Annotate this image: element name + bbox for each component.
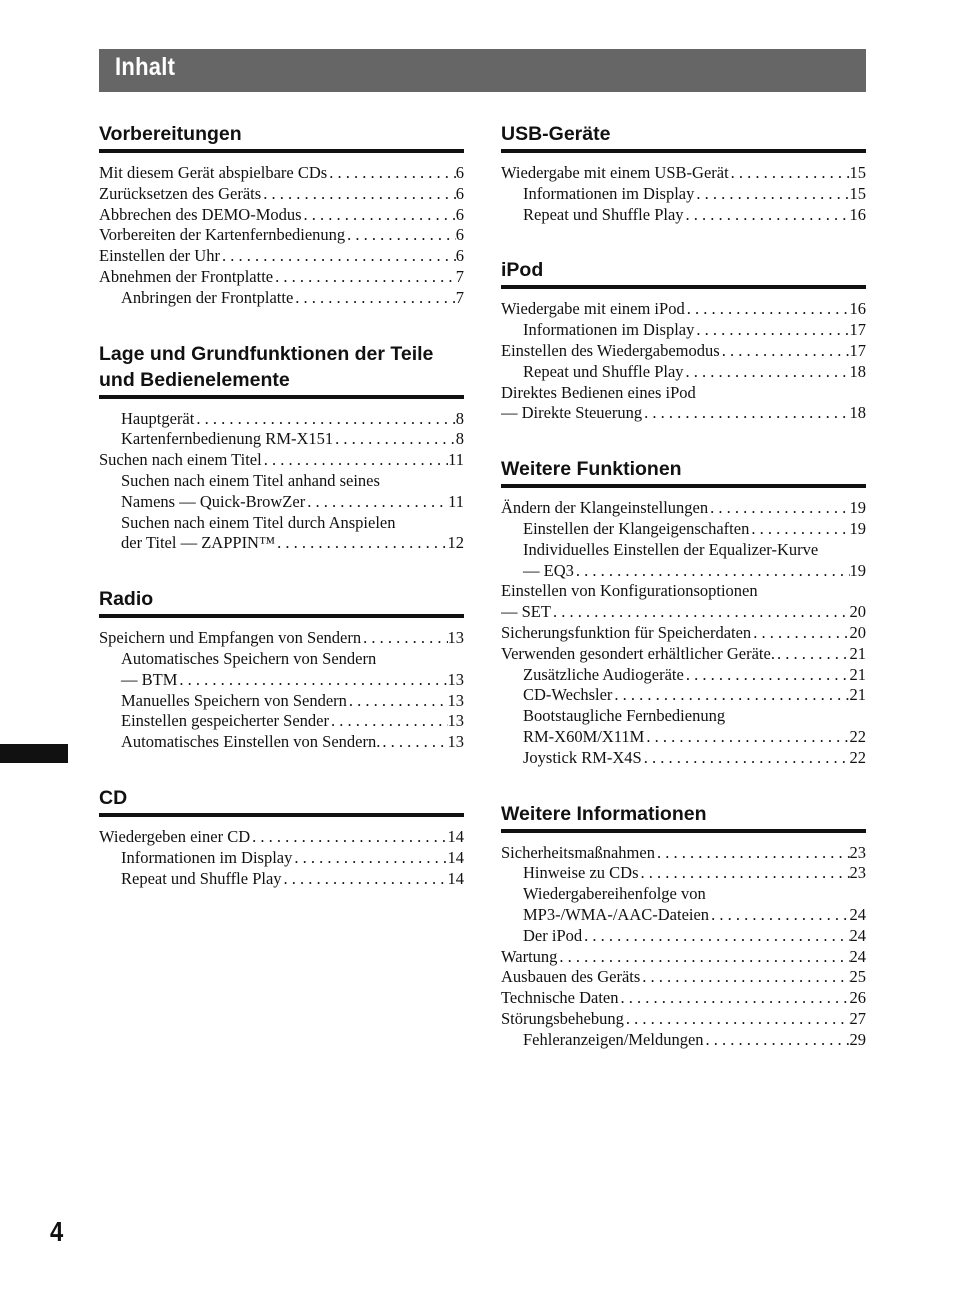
dot-leader [329, 711, 448, 732]
section-gap [501, 424, 866, 456]
dot-leader [729, 163, 850, 184]
toc-entry-text: der Titel — ZAPPIN™ [121, 533, 276, 553]
dot-leader [709, 905, 849, 926]
toc-entry-text: Einstellen des Wiedergabemodus [501, 340, 720, 360]
toc-entry-page: 21 [849, 664, 866, 684]
toc-entry-text: Einstellen gespeicherter Sender [121, 711, 329, 731]
toc-section-vorbereitungen [99, 121, 464, 309]
toc-entry-text: Technische Daten [501, 988, 619, 1008]
toc-entry-page: 19 [849, 518, 866, 538]
toc-entry-page: 8 [455, 408, 464, 428]
toc-section-ipod [501, 257, 866, 424]
dot-leader [250, 827, 447, 848]
toc-entry-text: MP3-/WMA-/AAC-Dateien [523, 904, 710, 924]
toc-entry-text: Direktes Bedienen eines iPod [501, 382, 696, 402]
toc-entry-page: 14 [447, 868, 464, 888]
toc-entry[interactable] [501, 540, 866, 561]
toc-entry-text: RM-X60M/X11M [523, 726, 645, 746]
toc-entry-text: — Direkte Steuerung [501, 403, 643, 423]
toc-entry[interactable] [99, 848, 464, 869]
section-heading: iPod [501, 257, 866, 289]
section-gap [99, 309, 464, 341]
toc-entry-page: 16 [849, 299, 866, 319]
section-heading: Lage und Grundfunktionen der Teile und Bedienelemente [99, 341, 464, 399]
toc-entry-page: 13 [447, 711, 464, 731]
dot-leader [293, 288, 455, 309]
dot-leader [708, 498, 849, 519]
toc-entry-page: 19 [849, 498, 866, 518]
dot-leader [694, 320, 849, 341]
toc-entry[interactable] [99, 246, 464, 267]
dot-leader [694, 184, 849, 205]
toc-entry-page: 13 [447, 628, 464, 648]
dot-leader [638, 863, 849, 884]
toc-entry[interactable] [501, 519, 866, 540]
toc-entry-text: Wiedergeben einer CD [99, 826, 251, 846]
section-heading: CD [99, 785, 464, 817]
toc-entry[interactable] [99, 691, 464, 712]
toc-entry[interactable] [501, 320, 866, 341]
toc-entry[interactable] [501, 727, 866, 748]
toc-entry-text: Ändern der Klangeinstellungen [501, 498, 709, 518]
section-heading: Radio [99, 586, 464, 618]
toc-entry-text: Wartung [501, 946, 558, 966]
toc-entry-list [99, 399, 464, 555]
toc-entry-text: Störungsbehebung [501, 1008, 624, 1028]
page-number: 4 [50, 1216, 64, 1247]
toc-entry-text: Joystick RM-X4S [523, 747, 642, 767]
toc-entry-page: 11 [448, 491, 464, 511]
toc-entry-text: Hinweise zu CDs [523, 863, 639, 883]
toc-entry[interactable] [99, 492, 464, 513]
section-heading: Weitere Funktionen [501, 456, 866, 488]
toc-entry-page: 6 [455, 246, 464, 266]
toc-entry[interactable] [501, 843, 866, 864]
toc-entry-list [99, 153, 464, 309]
toc-entry-page: 6 [455, 225, 464, 245]
toc-entry[interactable] [99, 649, 464, 670]
toc-entry-page: 13 [447, 669, 464, 689]
section-heading: Weitere Informationen [501, 801, 866, 833]
toc-entry-text: Speichern und Empfangen von Sendern [99, 628, 362, 648]
toc-entry-page: 14 [447, 826, 464, 846]
dot-leader [282, 869, 448, 890]
toc-entry[interactable] [501, 602, 866, 623]
dot-leader [624, 1009, 850, 1030]
toc-entry-page: 21 [849, 643, 866, 663]
toc-entry-text: Abnehmen der Frontplatte [99, 266, 274, 286]
toc-entry-text: Informationen im Display [523, 183, 695, 203]
toc-entry-page: 12 [447, 533, 464, 553]
toc-entry-page: 22 [849, 726, 866, 746]
dot-leader [347, 691, 448, 712]
toc-entry[interactable] [501, 988, 866, 1009]
toc-entry-page: 23 [849, 863, 866, 883]
toc-entry-text: Zusätzliche Audiogeräte [523, 664, 684, 684]
toc-entry-page: 24 [849, 946, 866, 966]
toc-entry-text: Wiedergabereihenfolge von [523, 884, 706, 904]
toc-entry-page: 17 [849, 340, 866, 360]
toc-entry-text: Informationen im Display [121, 847, 293, 867]
toc-entry[interactable] [501, 905, 866, 926]
title-bar [99, 49, 866, 92]
toc-entry-text: Repeat und Shuffle Play [121, 868, 282, 888]
toc-entry-text: CD-Wechsler [523, 685, 613, 705]
toc-entry-text: — SET [501, 602, 551, 622]
toc-entry[interactable] [99, 533, 464, 554]
toc-entry-page: 16 [849, 204, 866, 224]
toc-section-usb-gera-te [501, 121, 866, 225]
toc-entry-text: Repeat und Shuffle Play [523, 361, 684, 381]
dot-leader [685, 299, 850, 320]
dot-leader [655, 843, 850, 864]
toc-entry[interactable] [99, 184, 464, 205]
toc-entry-text: Einstellen von Konfigurationsoptionen [501, 581, 758, 601]
dot-leader [194, 409, 455, 430]
dot-leader [327, 163, 456, 184]
dot-leader [275, 533, 447, 554]
toc-entry-text: Verwenden gesondert erhältlicher Geräte. [501, 643, 775, 663]
toc-entry-page: 20 [849, 622, 866, 642]
dot-leader [704, 1030, 850, 1051]
dot-leader [644, 727, 849, 748]
toc-entry-page: 14 [447, 847, 464, 867]
toc-entry-page: 17 [849, 320, 866, 340]
toc-entry-page: 7 [455, 266, 464, 286]
toc-entry[interactable] [99, 450, 464, 471]
toc-entry[interactable] [501, 498, 866, 519]
dot-leader [177, 670, 447, 691]
dot-leader [261, 184, 456, 205]
dot-leader [574, 561, 850, 582]
dot-leader [720, 341, 850, 362]
toc-entry-list [501, 488, 866, 768]
toc-entry-page: 24 [849, 904, 866, 924]
toc-entry-page: 23 [849, 842, 866, 862]
dot-leader [302, 205, 456, 226]
toc-entry-page: 22 [849, 747, 866, 767]
dot-leader [273, 267, 456, 288]
toc-entry[interactable] [99, 869, 464, 890]
section-tab-marker [0, 744, 68, 763]
toc-entry-page: 20 [849, 602, 866, 622]
toc-entry[interactable] [501, 581, 866, 602]
toc-entry-page: 26 [849, 988, 866, 1008]
toc-entry-list [501, 153, 866, 225]
dot-leader [642, 748, 850, 769]
dot-leader [292, 848, 447, 869]
toc-entry-text: Individuelles Einstellen der Equalizer-Kurve [523, 539, 819, 559]
toc-entry[interactable] [501, 706, 866, 727]
toc-entry[interactable] [501, 362, 866, 383]
toc-entry[interactable] [501, 561, 866, 582]
toc-entry-text: Abbrechen des DEMO-Modus [99, 204, 302, 224]
toc-entry[interactable] [99, 732, 464, 753]
dot-leader [551, 602, 850, 623]
toc-entry-list [99, 817, 464, 889]
dot-leader [380, 732, 447, 753]
section-heading: USB-Geräte [501, 121, 866, 153]
toc-entry-text: Ausbauen des Geräts [501, 967, 641, 987]
toc-entry-text: Einstellen der Klangeigenschaften [523, 518, 750, 538]
toc-entry[interactable] [501, 947, 866, 968]
toc-entry-list [501, 833, 866, 1051]
toc-entry-text: Manuelles Speichern von Sendern [121, 690, 347, 710]
toc-entry-text: Wiedergabe mit einem iPod [501, 299, 685, 319]
toc-entry[interactable] [501, 383, 866, 404]
toc-entry[interactable] [501, 184, 866, 205]
toc-entry-page: 6 [455, 183, 464, 203]
toc-entry-text: Suchen nach einem Titel durch Anspielen [121, 512, 396, 532]
toc-entry-text: Suchen nach einem Titel [99, 450, 262, 470]
toc-entry-page: 21 [849, 685, 866, 705]
toc-entry-text: — BTM [121, 669, 178, 689]
toc-entry-text: Kartenfernbedienung RM-X151 [121, 429, 334, 449]
toc-entry[interactable] [501, 926, 866, 947]
dot-leader [262, 450, 448, 471]
toc-entry[interactable] [99, 670, 464, 691]
toc-entry[interactable] [501, 665, 866, 686]
dot-leader [557, 947, 849, 968]
toc-entry[interactable] [99, 711, 464, 732]
toc-entry[interactable] [99, 513, 464, 534]
section-gap [99, 753, 464, 785]
toc-entry[interactable] [99, 827, 464, 848]
toc-entry-text: Automatisches Einstellen von Sendern. [121, 732, 381, 752]
toc-entry[interactable] [501, 748, 866, 769]
page-title: Inhalt [115, 53, 176, 81]
toc-entry-text: Anbringen der Frontplatte [121, 287, 294, 307]
dot-leader [684, 362, 850, 383]
toc-entry-text: Namens — Quick-BrowZer [121, 491, 306, 511]
toc-entry-text: Mit diesem Gerät abspielbare CDs [99, 163, 328, 182]
toc-entry[interactable] [99, 205, 464, 226]
toc-entry[interactable] [501, 967, 866, 988]
toc-entry-page: 6 [455, 163, 464, 182]
toc-entry-page: 15 [849, 183, 866, 203]
toc-entry-page: 15 [849, 163, 866, 182]
toc-entry-page: 8 [455, 429, 464, 449]
dot-leader [775, 644, 850, 665]
dot-leader [749, 519, 849, 540]
toc-entry[interactable] [501, 1030, 866, 1051]
toc-entry[interactable] [99, 288, 464, 309]
toc-entry[interactable] [501, 299, 866, 320]
toc-entry-text: Informationen im Display [523, 320, 695, 340]
toc-entry[interactable] [501, 403, 866, 424]
toc-entry-text: Wiedergabe mit einem USB-Gerät [501, 163, 729, 182]
toc-entry-text: Sicherungsfunktion für Speicherdaten [501, 622, 752, 642]
toc-entry[interactable] [501, 685, 866, 706]
toc-entry-page: 25 [849, 967, 866, 987]
toc-entry-page: 27 [849, 1008, 866, 1028]
toc-entry-text: Zurücksetzen des Geräts [99, 183, 262, 203]
toc-entry[interactable] [99, 628, 464, 649]
toc-entry-page: 6 [455, 204, 464, 224]
toc-entry-text: Repeat und Shuffle Play [523, 204, 684, 224]
toc-entry[interactable] [99, 225, 464, 246]
toc-entry-text: — EQ3 [523, 560, 574, 580]
dot-leader [345, 225, 456, 246]
toc-entry-text: Hauptgerät [121, 408, 195, 428]
dot-leader [333, 429, 456, 450]
toc-entry-page: 18 [849, 361, 866, 381]
toc-entry-page: 29 [849, 1029, 866, 1049]
dot-leader [361, 628, 447, 649]
toc-entry-text: Suchen nach einem Titel anhand seines [121, 470, 380, 490]
toc-entry-page: 18 [849, 403, 866, 423]
section-heading: Vorbereitungen [99, 121, 464, 153]
toc-entry[interactable] [99, 163, 464, 184]
toc-entry[interactable] [99, 471, 464, 492]
toc-entry-page: 19 [849, 560, 866, 580]
toc-section-radio [99, 586, 464, 753]
dot-leader [642, 403, 849, 424]
toc-section-lage-und-grundfunktionen-der-t [99, 341, 464, 555]
toc-entry[interactable] [501, 884, 866, 905]
toc-entry-text: Sicherheitsmaßnahmen [501, 842, 655, 862]
section-gap [501, 225, 866, 257]
toc-entry[interactable] [501, 1009, 866, 1030]
section-gap [501, 769, 866, 801]
toc-entry-text: Automatisches Speichern von Sendern [121, 648, 377, 668]
toc-entry[interactable] [99, 429, 464, 450]
dot-leader [305, 492, 448, 513]
toc-entry[interactable] [99, 409, 464, 430]
toc-section-weitere-funktionen [501, 456, 866, 768]
toc-entry[interactable] [501, 623, 866, 644]
dot-leader [684, 665, 850, 686]
toc-entry-text: Vorbereiten der Kartenfernbedienung [99, 225, 346, 245]
toc-entry-text: Einstellen der Uhr [99, 246, 220, 266]
toc-entry-page: 7 [455, 287, 464, 307]
dot-leader [582, 926, 849, 947]
toc-entry[interactable] [501, 644, 866, 665]
dot-leader [612, 685, 849, 706]
toc-entry[interactable] [501, 863, 866, 884]
dot-leader [619, 988, 850, 1009]
toc-entry[interactable] [99, 267, 464, 288]
toc-entry-text: Fehleranzeigen/Meldungen [523, 1029, 704, 1049]
toc-entry-list [99, 618, 464, 753]
toc-entry-page: 24 [849, 925, 866, 945]
toc-entry-text: Bootstaugliche Fernbedienung [523, 706, 726, 726]
toc-entry[interactable] [501, 205, 866, 226]
dot-leader [220, 246, 456, 267]
toc-entry-text: Der iPod [523, 925, 583, 945]
toc-entry-list [501, 289, 866, 424]
toc-entry-page: 13 [447, 690, 464, 710]
toc-section-weitere-informationen [501, 801, 866, 1051]
toc-entry[interactable] [501, 341, 866, 362]
dot-leader [684, 205, 850, 226]
dot-leader [640, 967, 849, 988]
toc-section-cd [99, 785, 464, 889]
toc-left-column [99, 121, 464, 889]
dot-leader [751, 623, 849, 644]
section-gap [99, 554, 464, 586]
toc-entry[interactable] [501, 163, 866, 184]
toc-right-column [501, 121, 866, 1051]
toc-entry-page: 11 [448, 450, 464, 470]
toc-entry-page: 13 [447, 732, 464, 752]
